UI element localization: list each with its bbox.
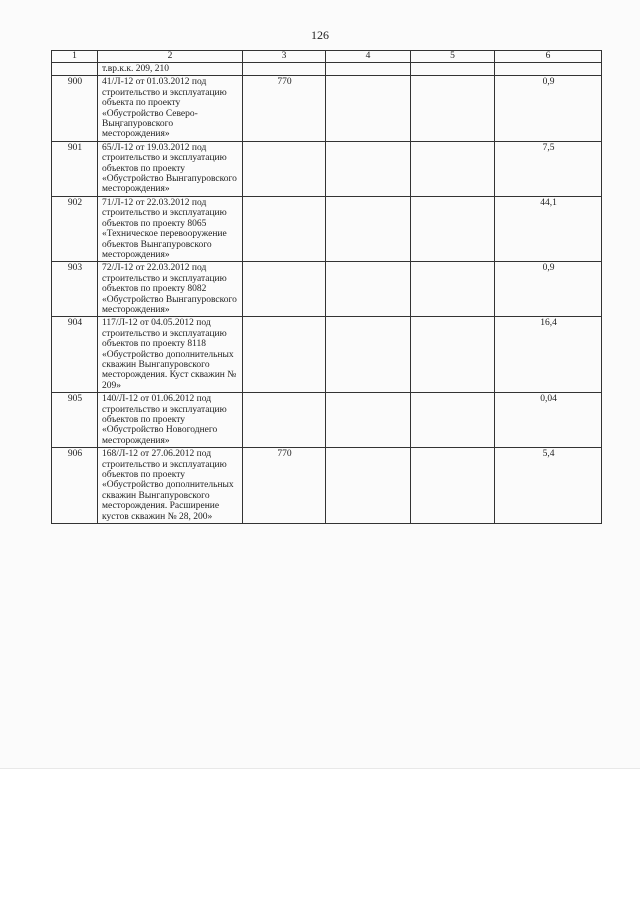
cell-description: 41/Л-12 от 01.03.2012 под строительство и эксплуатацию объекта по проекту «Обустройство Северо-Выңгапуровского месторождения» bbox=[98, 76, 243, 141]
column-header-6: 6 bbox=[495, 51, 602, 63]
table-row bbox=[52, 141, 602, 196]
cell-num bbox=[52, 63, 98, 76]
cell-description: 72/Л-12 от 22.03.2012 под строительство и эксплуатацию объектов по проекту 8082 «Обустройство Вынгапуровского месторождения» bbox=[98, 262, 243, 317]
page-number: 126 bbox=[311, 28, 329, 42]
cell-c5 bbox=[411, 262, 495, 317]
cell-c6: 0,04 bbox=[495, 393, 602, 448]
continuation-text: т.вр.к.к. 209, 210 bbox=[98, 63, 243, 76]
cell-c4 bbox=[326, 196, 411, 261]
table-row bbox=[52, 393, 602, 448]
column-header-3: 3 bbox=[243, 51, 326, 63]
data-table bbox=[51, 50, 602, 524]
cell-c6: 7,5 bbox=[495, 141, 602, 196]
cell-row-number: 905 bbox=[52, 393, 98, 448]
cell-c3 bbox=[243, 262, 326, 317]
cell-c4 bbox=[326, 262, 411, 317]
cell-c3 bbox=[243, 393, 326, 448]
table-row bbox=[52, 262, 602, 317]
cell-c4 bbox=[326, 63, 411, 76]
cell-c4 bbox=[326, 141, 411, 196]
cell-c3 bbox=[243, 141, 326, 196]
table-row bbox=[52, 76, 602, 141]
column-header-2: 2 bbox=[98, 51, 243, 63]
cell-row-number: 903 bbox=[52, 262, 98, 317]
cell-c4 bbox=[326, 393, 411, 448]
cell-c5 bbox=[411, 196, 495, 261]
cell-c6: 44,1 bbox=[495, 196, 602, 261]
cell-description: 117/Л-12 от 04.05.2012 под строительство и эксплуатацию объектов по проекту 8118 «Обустройство дополнительных скважин Вынгапуровского месторождения. Куст скважин № 209» bbox=[98, 317, 243, 393]
cell-c3: 770 bbox=[243, 448, 326, 524]
cell-c3 bbox=[243, 317, 326, 393]
continuation-row bbox=[52, 63, 602, 76]
cell-c5 bbox=[411, 141, 495, 196]
cell-c3 bbox=[243, 196, 326, 261]
cell-row-number: 906 bbox=[52, 448, 98, 524]
cell-description: 140/Л-12 от 01.06.2012 под строительство и эксплуатацию объектов по проекту «Обустройство Новогоднего месторождения» bbox=[98, 393, 243, 448]
cell-c6: 16,4 bbox=[495, 317, 602, 393]
column-header-5: 5 bbox=[411, 51, 495, 63]
cell-c4 bbox=[326, 448, 411, 524]
cell-c5 bbox=[411, 63, 495, 76]
table-row bbox=[52, 317, 602, 393]
cell-c3 bbox=[243, 63, 326, 76]
cell-c5 bbox=[411, 76, 495, 141]
cell-c6 bbox=[495, 63, 602, 76]
cell-c5 bbox=[411, 317, 495, 393]
cell-description: 65/Л-12 от 19.03.2012 под строительство и эксплуатацию объектов по проекту «Обустройство Вынгапуровского месторождения» bbox=[98, 141, 243, 196]
table-row bbox=[52, 196, 602, 261]
header-row bbox=[52, 51, 602, 63]
cell-description: 71/Л-12 от 22.03.2012 под строительство и эксплуатацию объектов по проекту 8065 «Техническое перевооружение объектов Вынгапуровского месторождения» bbox=[98, 196, 243, 261]
cell-c5 bbox=[411, 393, 495, 448]
cell-row-number: 902 bbox=[52, 196, 98, 261]
cell-c4 bbox=[326, 317, 411, 393]
cell-c6: 0,9 bbox=[495, 76, 602, 141]
cell-description: 168/Л-12 от 27.06.2012 под строительство и эксплуатацию объектов по проекту «Обустройство дополнительных скважин Вынгапуровского месторождения. Расширение кустов скважин № 28, 200» bbox=[98, 448, 243, 524]
column-header-4: 4 bbox=[326, 51, 411, 63]
cell-c3: 770 bbox=[243, 76, 326, 141]
cell-c6: 5,4 bbox=[495, 448, 602, 524]
cell-row-number: 904 bbox=[52, 317, 98, 393]
column-header-1: 1 bbox=[52, 51, 98, 63]
cell-row-number: 900 bbox=[52, 76, 98, 141]
cell-c5 bbox=[411, 448, 495, 524]
cell-row-number: 901 bbox=[52, 141, 98, 196]
cell-c6: 0,9 bbox=[495, 262, 602, 317]
table-row bbox=[52, 448, 602, 524]
cell-c4 bbox=[326, 76, 411, 141]
